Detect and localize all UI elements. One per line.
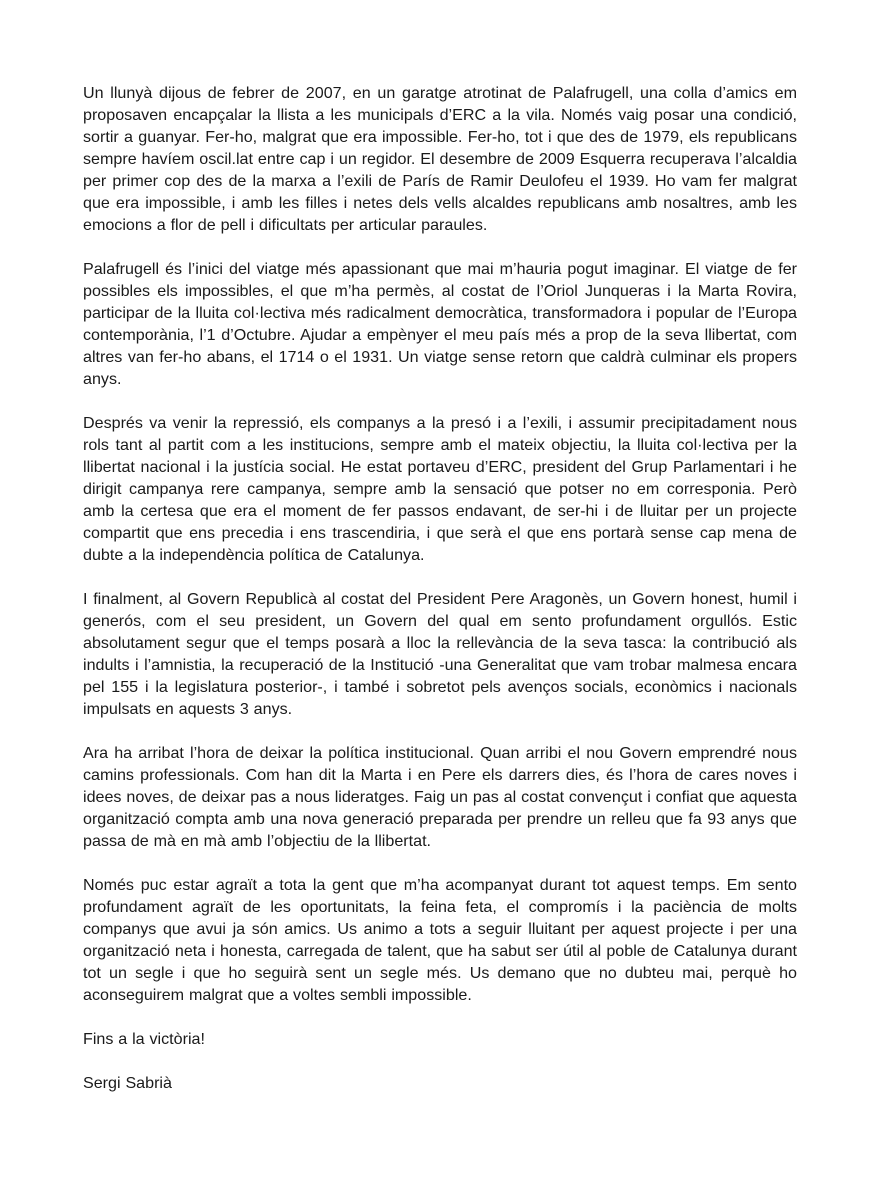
letter-closing: Fins a la victòria! <box>83 1030 205 1048</box>
letter-paragraph-4: I finalment, al Govern Republicà al costat del President Pere Aragonès, un Govern honest, humil i generós, com el seu president, un Govern del qual em sento profundament orgullós. Estic absolutament segur que el temps posarà a lloc la rellevància de la seva tasca: la contribució als indults i l’amnistia, la recuperació de la Institució -una Generalitat que vam trobar malmesa encara pel 155 i la legislatura posterior-, i també i sobretot pels avenços socials, econòmics i nacionals impulsats en aquests 3 anys. <box>83 590 797 718</box>
letter-signature: Sergi Sabrià <box>83 1074 172 1092</box>
letter-paragraph-2: Palafrugell és l’inici del viatge més apassionant que mai m’hauria pogut imaginar. El viatge de fer possibles els impossibles, el que m’ha permès, al costat de l’Oriol Junqueras i la Marta Rovira, participar de la lluita col·lectiva més radicalment democràtica, transformadora i popular de l’Europa contemporània, l’1 d’Octubre. Ajudar a empènyer el meu país més a prop de la seva llibertat, com altres van fer-ho abans, el 1714 o el 1931. Un viatge sense retorn que caldrà culminar els propers anys. <box>83 260 797 388</box>
letter-paragraph-5: Ara ha arribat l’hora de deixar la política institucional. Quan arribi el nou Govern emprendré nous camins professionals. Com han dit la Marta i en Pere els darrers dies, és l’hora de cares noves i idees noves, de deixar pas a nous lideratges. Faig un pas al costat convençut i confiat que aquesta organització compta amb una nova generació preparada per prendre un relleu que fa 93 anys que passa de mà en mà amb l’objectiu de la llibertat. <box>83 744 797 850</box>
letter-paragraph-1: Un llunyà dijous de febrer de 2007, en un garatge atrotinat de Palafrugell, una colla d’amics em proposaven encapçalar la llista a les municipals d’ERC a la vila. Només vaig posar una condició, sortir a guanyar. Fer-ho, malgrat que era impossible. Fer-ho, tot i que des de 1979, els republicans sempre havíem oscil.lat entre cap i un regidor. El desembre de 2009 Esquerra recuperava l’alcaldia per primer cop des de la marxa a l’exili de París de Ramir Deulofeu el 1939. Ho vam fer malgrat que era impossible, i amb les filles i netes dels vells alcaldes republicans amb nosaltres, amb les emocions a flor de pell i dificultats per articular paraules. <box>83 84 797 234</box>
letter-body <box>83 82 797 1094</box>
letter-paragraph-3: Després va venir la repressió, els companys a la presó i a l’exili, i assumir precipitadament nous rols tant al partit com a les institucions, sempre amb el mateix objectiu, la lluita col·lectiva per la llibertat nacional i la justícia social. He estat portaveu d’ERC, president del Grup Parlamentari i he dirigit campanya rere campanya, sempre amb la sensació que potser no em corresponia. Però amb la certesa que era el moment de fer passos endavant, de ser-hi i de lluitar per un projecte compartit que ens precedia i ens trascendiria, i que serà el que ens portarà sense cap mena de dubte a la independència política de Catalunya. <box>83 414 797 564</box>
letter-paragraph-6: Només puc estar agraït a tota la gent que m’ha acompanyat durant tot aquest temps. Em sento profundament agraït de les oportunitats, la feina feta, el compromís i la paciència de molts companys que avui ja són amics. Us animo a tots a seguir lluitant per aquest projecte i per una organització neta i honesta, carregada de talent, que ha sabut ser útil al poble de Catalunya durant tot un segle i que ho seguirà sent un segle més. Us demano que no dubteu mai, perquè ho aconseguirem malgrat que a voltes sembli impossible. <box>83 876 797 1004</box>
